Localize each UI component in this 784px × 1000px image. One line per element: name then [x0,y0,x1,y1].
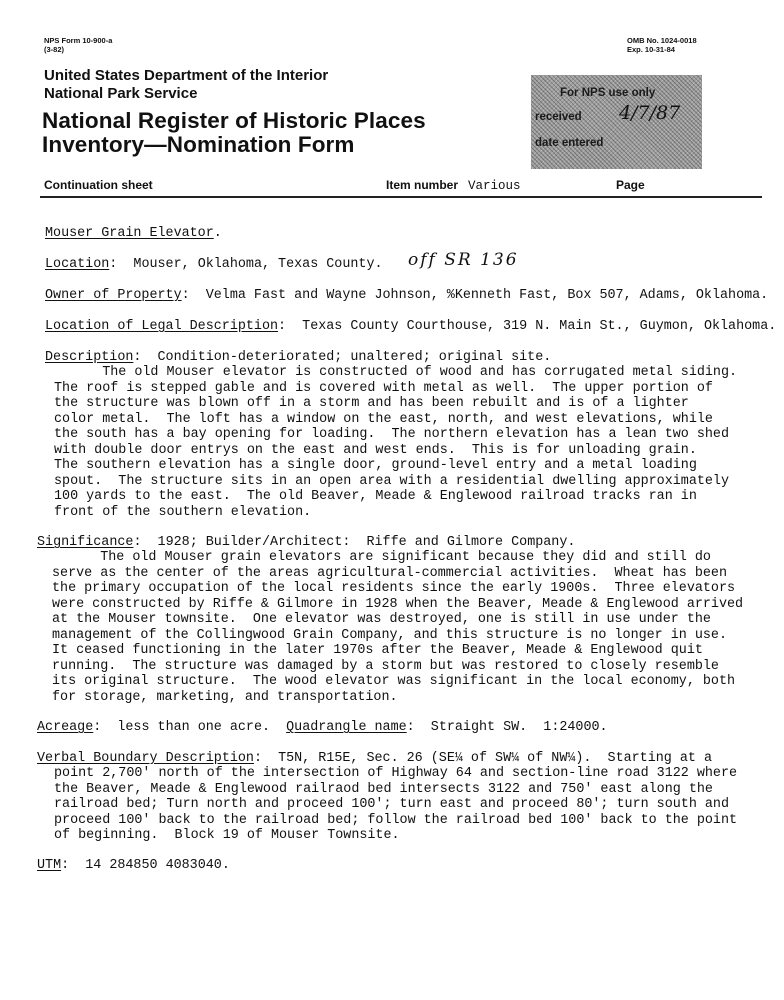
boundary-label: Verbal Boundary Description [37,751,254,766]
site-name-line [45,226,222,242]
description-line: the south has a bay opening for loading. The northern elevation has a lean two shed [54,427,729,442]
quadrangle-label: Quadrangle name [286,720,407,735]
boundary-line: proceed 100' back to the railroad bed; follow the railroad bed 100' back to the point [54,812,738,828]
legal-description-value: Texas County Courthouse, 319 N. Main St., Guymon, Oklahoma. [302,319,777,334]
form-date: (3-82) [44,45,65,54]
description-label: Description [45,350,134,365]
quadrangle-value: Straight SW. 1:24000. [430,720,608,735]
boundary-line: point 2,700' north of the intersection of Highway 64 and section-line road 3122 where [54,766,738,781]
item-number-label: Item number [386,178,459,192]
boundary-line: the Beaver, Meade & Englewood railraod bed intersects 3122 and 750' east along the [54,781,713,797]
description-paragraph [54,365,737,520]
significance-paragraph [52,550,743,705]
header-rule [40,196,762,198]
boundary-line: of beginning. Block 19 of Mouser Townsite. [54,828,400,843]
significance-heading: Significance: 1928; Builder/Architect: Riffe and Gilmore Company. [37,535,576,550]
significance-line: The old Mouser grain elevators are significant because they did and still do [52,550,711,565]
legal-description-line: Location of Legal Description: Texas County Courthouse, 319 N. Main St., Guymon, Oklahoma. [45,319,777,334]
significance-line: serve as the center of the areas agricultural-commercial activities. Wheat has been [52,565,727,581]
department-name: United States Department of the Interior [44,67,329,84]
utm-line: UTM: 14 284850 4083040. [37,858,230,873]
expiration-date: Exp. 10-31-84 [627,45,675,54]
boundary-line: railroad bed; Turn north and proceed 100'; turn east and proceed 80'; turn south and [54,797,729,812]
legal-description-label: Location of Legal Description [45,319,279,334]
description-heading: Description: Condition-deteriorated; unaltered; original site. [45,350,552,365]
omb-number: OMB No. 1024-0018 [627,36,697,45]
received-label: received [535,111,582,123]
continuation-sheet-label: Continuation sheet [44,178,153,192]
date-entered-label: date entered [535,137,604,149]
location-value: Mouser, Oklahoma, Texas County. [133,257,383,272]
description-line: spout. The structure sits in an open area with a residential dwelling approximately [54,473,729,489]
significance-line: its original structure. The wood elevator was significant in the local economy, both [52,674,736,689]
omb-block [627,36,697,54]
significance-line: management of the Collingwood Grain Company, and this structure is no longer in use. [52,627,727,643]
location-handwritten-note: off SR 136 [408,250,519,270]
location-label: Location [45,257,110,272]
boundary-value: T5N, R15E, Sec. 26 (SE¼ of SW¼ of NW¼). Starting at a [278,751,713,766]
boundary-heading: Verbal Boundary Description: T5N, R15E, Sec. 26 (SE¼ of SW¼ of NW¼). Starting at a [37,751,713,766]
acreage-line: Acreage: less than one acre. Quadrangle name: Straight SW. 1:24000. [37,720,608,735]
acreage-label: Acreage [37,720,94,735]
received-date-handwritten: 4/7/87 [619,102,681,124]
significance-line: It ceased functioning in the later 1970s after the Beaver, Meade & Englewood quit [52,643,703,658]
site-name-period: . [213,226,222,241]
nps-use-only-box [531,75,702,169]
page-label: Page [616,178,645,192]
owner-value: Velma Fast and Wayne Johnson, %Kenneth Fast, Box 507, Adams, Oklahoma. [205,288,769,303]
description-line: 100 yards to the east. The old Beaver, Meade & Englewood railroad tracks ran in [54,489,697,504]
nps-use-only-label: For NPS use only [560,87,656,99]
item-number-value: Various [468,179,521,193]
form-number-block [44,36,112,54]
significance-line: running. The structure was damaged by a storm but was restored to closely resemble [52,658,719,674]
significance-value: 1928; Builder/Architect: Riffe and Gilmore Company. [157,535,576,550]
form-title-line2: Inventory—Nomination Form [42,132,355,157]
utm-value: 14 284850 4083040. [85,858,230,873]
form-title-line1: National Register of Historic Places [42,108,426,133]
description-line: The southern elevation has a single door, ground-level entry and a metal loading [54,458,697,473]
owner-label: Owner of Property [45,288,182,303]
acreage-value: less than one acre. [117,720,271,735]
owner-line: Owner of Property: Velma Fast and Wayne Johnson, %Kenneth Fast, Box 507, Adams, Oklahoma. [45,288,769,303]
significance-line: at the Mouser townsite. One elevator was destroyed, one is still in use under the [52,612,711,627]
description-line: the structure was blown off in a storm and has been rebuilt and is of a lighter [54,396,689,411]
utm-label: UTM [37,858,62,873]
description-line: color metal. The loft has a window on the east, north, and west elevations, while [54,411,713,427]
site-name: Mouser Grain Elevator [45,226,214,241]
description-line: front of the southern elevation. [54,504,312,520]
location-line: Location: Mouser, Oklahoma, Texas County. [45,257,383,272]
significance-line: for storage, marketing, and transportation. [52,689,398,705]
service-name: National Park Service [44,85,198,102]
boundary-paragraph [54,766,737,844]
description-value: Condition-deteriorated; unaltered; original site. [157,350,552,365]
description-line: The roof is stepped gable and is covered with metal as well. The upper portion of [54,380,713,396]
significance-line: the primary occupation of the local residents since the early 1900s. Three elevators [52,581,736,596]
description-line: with double door entrys on the east and west ends. This is for unloading grain. [54,442,697,458]
significance-label: Significance [37,535,134,550]
significance-line: were constructed by Riffe & Gilmore in 1928 when the Beaver, Meade & Englewood arrived [52,596,744,612]
form-number: NPS Form 10-900-a [44,36,113,45]
description-line: The old Mouser elevator is constructed of wood and has corrugated metal siding. [54,365,738,380]
